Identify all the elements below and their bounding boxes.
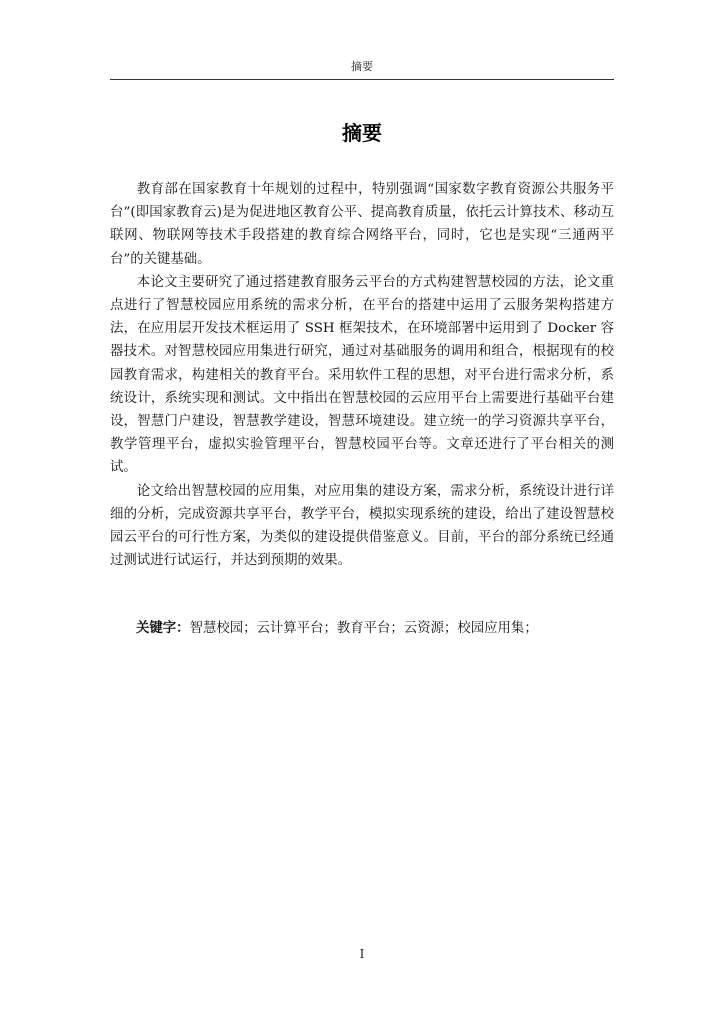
running-header: 摘要 (351, 60, 373, 73)
abstract-paragraph-3: 论文给出智慧校园的应用集，对应用集的建设方案，需求分析，系统设计进行详细的分析，完成资源共享平台，教学平台，模拟实现系统的建设，给出了建设智慧校园云平台的可行性方案，为类似的建设提供借鉴意义。目前，平台的部分系统已经通过测试进行试运行，并达到预期的效果。 (110, 483, 614, 569)
keywords-value: 智慧校园；云计算平台；教育平台；云资源；校园应用集； (189, 621, 538, 636)
abstract-paragraph-2: 本论文主要研究了通过搭建教育服务云平台的方式构建智慧校园的方法，论文重点进行了智慧校园应用系统的需求分析，在平台的搭建中运用了云服务架构搭建方法，在应用层开发技术框运用了 SSH 框架技术，在环境部署中运用到了 Docker 容器技术。对智慧校园应用集进行研究，通过对基础服务的调用和组合，根据现有的校园教育需求，构建相关的教育平台。采用软件工程的思想，对平台进行需求分析，系统设计，系统实现和测试。文中指出在智慧校园的云应用平台上需要进行基础平台建设，智慧门户建设，智慧教学建设，智慧环境建设。建立统一的学习资源共享平台，教学管理平台，虚拟实验管理平台，智慧校园平台等。文章还进行了平台相关的测试。 (110, 274, 614, 476)
page-title: 摘要 (342, 121, 382, 145)
page-number: I (359, 947, 365, 961)
abstract-paragraph-1: 教育部在国家教育十年规划的过程中，特别强调“国家数字教育资源公共服务平台”(即国家教育云)是为促进地区教育公平、提高教育质量，依托云计算技术、移动互联网、物联网等技术手段搭建的教育综合网络平台，同时，它也是实现“三通两平台”的关键基础。 (110, 182, 614, 267)
abstract-body (110, 178, 614, 572)
keywords-label: 关键字： (136, 621, 190, 636)
keywords-line (136, 618, 614, 640)
header-divider (110, 79, 614, 80)
